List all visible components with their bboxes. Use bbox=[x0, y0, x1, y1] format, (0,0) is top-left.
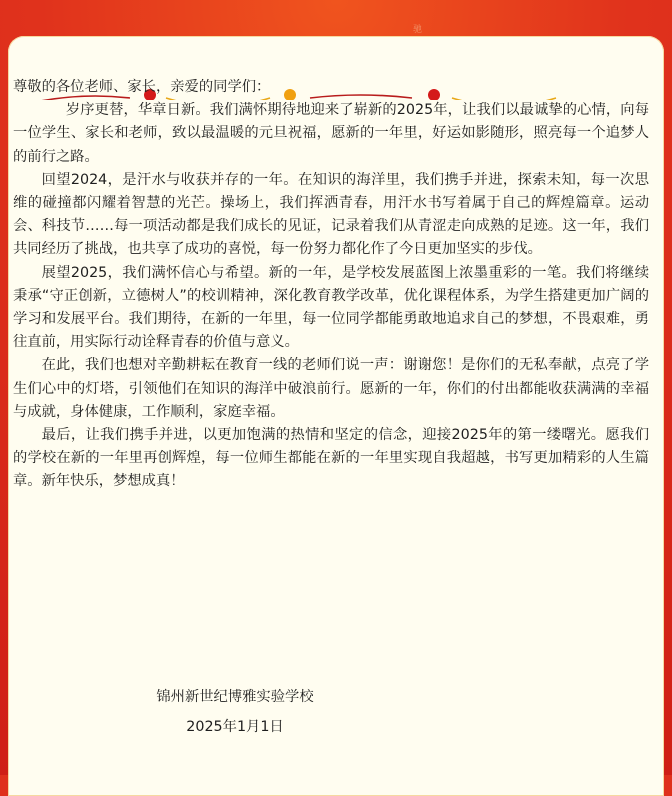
top-decorative-glyph: 驰 bbox=[413, 25, 423, 35]
letter-signature-school: 锦州新世纪博雅实验学校 bbox=[156, 689, 314, 705]
letter-paragraph-4: 在此，我们也想对辛勤耕耘在教育一线的老师们说一声：谢谢您！是你们的无私奉献，点亮了学生们心中的灯塔，引领他们在知识的海洋中破浪前行。愿新的一年，你们的付出都能收获满满的幸福与成就，身体健康，工作顺利，家庭幸福。 bbox=[13, 357, 649, 420]
letter-paragraph-5: 最后，让我们携手并进，以更加饱满的热情和坚定的信念，迎接2025年的第一缕曙光。愿我们的学校在新的一年里再创辉煌，每一位师生都能在新的一年里实现自我超越，书写更加精彩的人生篇章。新年快乐，梦想成真！ bbox=[13, 427, 649, 490]
letter-greeting: 尊敬的各位老师、家长，亲爱的同学们： bbox=[13, 79, 271, 95]
letter-paragraph-2: 回望2024，是汗水与收获并存的一年。在知识的海洋里，我们携手并进，探索未知，每一次思维的碰撞都闪耀着智慧的光芒。操场上，我们挥洒青春，用汗水书写着属于自己的辉煌篇章。运动会、科技节……每一项活动都是我们成长的见证，记录着我们从青涩走向成熟的足迹。这一年，我们共同经历了挑战，也共享了成功的喜悦，每一份努力都化作了今日更加坚实的步伐。 bbox=[13, 171, 649, 258]
letter-paragraph-3: 展望2025，我们满怀信心与希望。新的一年，是学校发展蓝图上浓墨重彩的一笔。我们将继续秉承“守正创新，立德树人”的校训精神，深化教育教学改革，优化课程体系，为学生搭建更加广阔的学习和发展平台。我们期待，在新的一年里，每一位同学都能勇敢地追求自己的梦想，不畏艰难，勇往直前，用实际行动诠释青春的价值与意义。 bbox=[13, 264, 649, 351]
letter-signature-date: 2025年1月1日 bbox=[186, 719, 284, 735]
letter-body bbox=[13, 76, 649, 494]
letter-paragraph-1: 岁序更替，华章日新。我们满怀期待地迎来了崭新的2025年，让我们以最诚挚的心情，向每一位学生、家长和老师，致以最温暖的元旦祝福，愿新的一年里，好运如影随形，照亮每一个追梦人的前行之路。 bbox=[13, 102, 649, 165]
